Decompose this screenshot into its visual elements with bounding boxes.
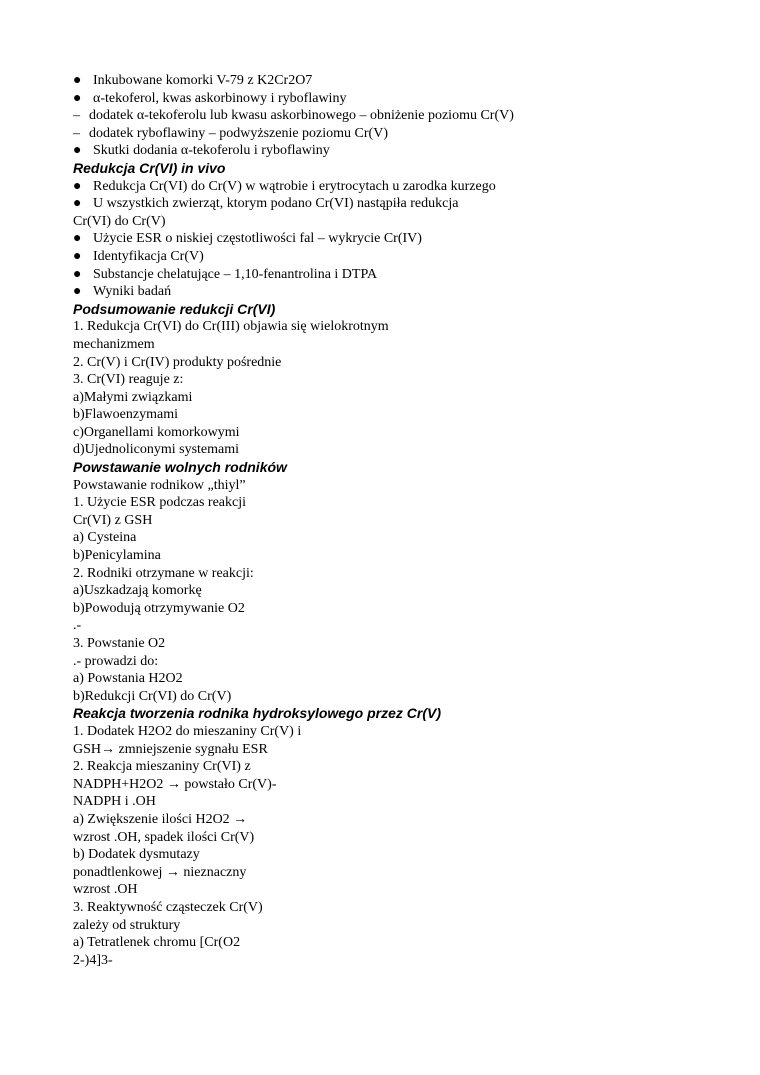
line-text: Wyniki badań	[93, 284, 172, 300]
line-text: ponadtlenkowej → nieznaczny	[73, 864, 247, 880]
text-line	[73, 213, 733, 231]
text-line	[73, 565, 733, 583]
bullet-item	[73, 283, 733, 301]
line-text: a)Małymi związkami	[73, 389, 193, 405]
text-line	[73, 653, 733, 671]
text-line	[73, 864, 733, 882]
line-text: Skutki dodania α-tekoferolu i ryboflawiny	[93, 143, 330, 159]
bullet-item	[73, 72, 733, 90]
text-line	[73, 354, 733, 372]
text-line	[73, 582, 733, 600]
line-text: U wszystkich zwierząt, ktorym podano Cr(VI) nastąpiła redukcja	[93, 196, 459, 212]
dash-item	[73, 125, 733, 143]
line-text: wzrost .OH, spadek ilości Cr(V)	[73, 829, 255, 845]
line-text: b)Redukcji Cr(VI) do Cr(V)	[73, 688, 232, 704]
line-text: wzrost .OH	[73, 882, 138, 898]
line-text: 3. Reaktywność cząsteczek Cr(V)	[73, 899, 263, 915]
section-heading: Redukcja Cr(VI) in vivo	[73, 159, 226, 176]
bullet-icon: ●	[73, 90, 82, 106]
section-heading: Powstawanie wolnych rodników	[73, 459, 287, 476]
line-text: zależy od struktury	[73, 917, 181, 933]
text-line	[73, 512, 733, 530]
line-text: Inkubowane komorki V-79 z K2Cr2O7	[93, 73, 313, 88]
line-text: Redukcja Cr(VI) do Cr(V) w wątrobie i erytrocytach u zarodka kurzego	[93, 178, 496, 194]
bullet-item	[73, 266, 733, 284]
line-text: Cr(VI) do Cr(V)	[73, 213, 166, 229]
dash-icon: –	[73, 125, 80, 141]
line-text: a) Tetratlenek chromu [Cr(O2	[73, 935, 241, 951]
text-line	[73, 723, 733, 741]
line-text: α-tekoferol, kwas askorbinowy i ryboflawiny	[93, 90, 347, 106]
line-text: a) Powstania H2O2	[73, 671, 183, 687]
line-text: Substancje chelatujące – 1,10-fenantrolina i DTPA	[93, 266, 378, 282]
text-line	[73, 371, 733, 389]
text-line	[73, 547, 733, 565]
bullet-icon: ●	[73, 231, 82, 247]
text-line	[73, 899, 733, 917]
text-line	[73, 952, 733, 970]
section-heading: Reakcja tworzenia rodnika hydroksylowego przez Cr(V)	[73, 705, 441, 722]
line-text: Użycie ESR o niskiej częstotliwości fal – wykrycie Cr(IV)	[93, 231, 422, 247]
bullet-icon: ●	[73, 73, 82, 88]
line-text: 1. Dodatek H2O2 do mieszaniny Cr(V) i	[73, 723, 302, 739]
line-text: 2. Cr(V) i Cr(IV) produkty pośrednie	[73, 354, 282, 370]
line-text: 3. Powstanie O2	[73, 636, 166, 651]
bullet-item	[73, 195, 733, 213]
line-text: 2-)4]3-	[73, 952, 113, 968]
line-text: 1. Redukcja Cr(VI) do Cr(III) objawia się wielokrotnym	[73, 319, 389, 335]
line-text: b)Flawoenzymami	[73, 407, 178, 423]
line-text: b)Powodują otrzymywanie O2	[73, 600, 245, 616]
line-text: dodatek ryboflawiny – podwyższenie poziomu Cr(V)	[89, 125, 388, 141]
line-text: 3. Cr(VI) reaguje z:	[73, 372, 184, 388]
line-text: b) Dodatek dysmutazy	[73, 847, 200, 863]
bullet-item	[73, 142, 733, 160]
bullet-item	[73, 230, 733, 248]
bullet-item	[73, 178, 733, 196]
line-text: Identyfikacja Cr(V)	[93, 248, 204, 264]
text-line	[73, 811, 733, 829]
line-text: 2. Reakcja mieszaniny Cr(VI) z	[73, 759, 251, 775]
text-line	[73, 670, 733, 688]
line-text: 1. Użycie ESR podczas reakcji	[73, 495, 246, 511]
text-line	[73, 635, 733, 653]
line-text: a) Cysteina	[73, 530, 137, 546]
line-text: .- prowadzi do:	[73, 653, 159, 669]
text-line	[73, 934, 733, 952]
text-line	[73, 846, 733, 864]
text-line	[73, 917, 733, 935]
dash-icon: –	[73, 108, 80, 124]
text-line	[73, 336, 733, 354]
text-line	[73, 741, 733, 759]
line-text: c)Organellami komorkowymi	[73, 424, 240, 440]
text-line	[73, 829, 733, 847]
line-text: Cr(VI) z GSH	[73, 512, 153, 528]
line-text: NADPH i .OH	[73, 794, 156, 810]
bullet-icon: ●	[73, 178, 82, 194]
line-text: 2. Rodniki otrzymane w reakcji:	[73, 565, 254, 581]
text-line	[73, 441, 733, 459]
text-line	[73, 881, 733, 899]
bullet-item	[73, 90, 733, 108]
text-line	[73, 477, 733, 495]
text-line	[73, 600, 733, 618]
text-line	[73, 424, 733, 442]
text-line	[73, 529, 733, 547]
bullet-icon: ●	[73, 143, 82, 159]
line-text: d)Ujednoliconymi systemami	[73, 442, 240, 458]
text-line	[73, 318, 733, 336]
line-text: .-	[73, 618, 82, 634]
line-text: b)Penicylamina	[73, 548, 161, 564]
bullet-icon: ●	[73, 248, 82, 264]
document-page	[73, 72, 733, 969]
section-heading: Podsumowanie redukcji Cr(VI)	[73, 300, 276, 317]
bullet-item	[73, 248, 733, 266]
text-line	[73, 758, 733, 776]
line-text: NADPH+H2O2 → powstało Cr(V)-	[73, 776, 277, 792]
text-line	[73, 617, 733, 635]
line-text: a) Zwiększenie ilości H2O2 →	[73, 811, 248, 827]
bullet-icon: ●	[73, 196, 82, 212]
bullet-icon: ●	[73, 266, 82, 282]
line-text: dodatek α-tekoferolu lub kwasu askorbinowego – obniżenie poziomu Cr(V)	[89, 108, 514, 124]
line-text: GSH→ zmniejszenie sygnału ESR	[73, 741, 268, 757]
dash-item	[73, 107, 733, 125]
text-line	[73, 406, 733, 424]
text-line	[73, 389, 733, 407]
line-text: Powstawanie rodnikow „thiyl”	[73, 477, 246, 493]
text-line	[73, 776, 733, 794]
line-text: a)Uszkadzają komorkę	[73, 583, 202, 599]
text-line	[73, 688, 733, 706]
text-line	[73, 793, 733, 811]
bullet-icon: ●	[73, 284, 82, 300]
text-line	[73, 494, 733, 512]
line-text: mechanizmem	[73, 336, 155, 352]
